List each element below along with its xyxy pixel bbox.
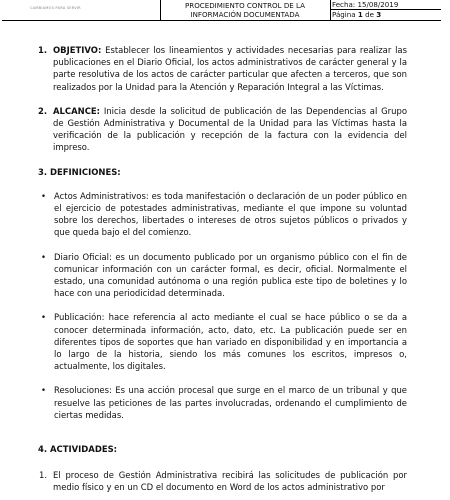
document-header (0, 0, 450, 22)
section-alcance (39, 105, 407, 154)
definition-text: Resoluciones: Es una acción procesal que surge en el marco de un tribunal y que resuelve las peticiones de las partes involucradas, ordenando el cumplimiento de ciertas medidas. (54, 385, 407, 420)
definition-item (39, 311, 407, 372)
definition-text: Diario Oficial: es un documento publicado por un organismo público con el fin de comunicar información con un carácter formal, es decir, oficial. Normalmente el estado, una comunidad autónoma o una región publica este tipo de boletines y lo hace con una periodicidad determinada. (54, 251, 407, 299)
activity-text: El proceso de Gestión Administrativa recibirá las solicitudes de publicación por medio físico y en un CD el documento en Word de los actos administrativo por (53, 470, 407, 493)
section-text: Establecer los lineamientos y actividades necesarias para realizar las publicaciones en el Diario Oficial, los actos administrativos de carácter general y la parte resolutiva de los actos de carácter particular que afecten a terceros, que son realizados por la Unidad para la Atención y Reparación Integral a las Víctimas. (53, 45, 407, 92)
section-heading: ALCANCE: (53, 105, 101, 116)
section-number: 1. (38, 45, 48, 55)
activity-item (39, 469, 407, 493)
header-meta (331, 0, 441, 20)
section-heading: OBJETIVO: (53, 45, 102, 55)
page-current: 1 (357, 10, 363, 19)
definition-item (39, 190, 407, 239)
header-title-line1: PROCEDIMIENTO CONTROL DE LA (184, 1, 305, 10)
page-label: Página (332, 10, 356, 19)
bullet-icon: • (41, 312, 46, 323)
header-bottom-border (2, 20, 441, 21)
page-of-label: de (365, 10, 374, 19)
section-definiciones-title: 3. DEFINICIONES: (38, 166, 121, 177)
header-page-number (331, 9, 441, 19)
document-body (39, 44, 407, 494)
definition-text: Publicación: hace referencia al acto mediante el cual se hace público o se da a conocer determinada información, acto, dato, etc. La publicación puede ser en diferentes tipos de soportes que han variado en disponibilidad y en importancia a lo largo de la historia, siendo los más comunes los escritos, impresos o, actualmente, los digitales. (54, 312, 407, 372)
header-date: Fecha: 15/08/2019 (332, 0, 399, 9)
header-logo-cell (2, 0, 161, 20)
header-title (160, 0, 331, 21)
definition-item (39, 251, 407, 300)
section-text: Inicia desde la solicitud de publicación de las Dependencias al Grupo de Gestión Administrativa y Documental de la Unidad para las Víctimas hasta la verificación de la publicación y recepción de la factura con la evidencia del impreso. (53, 105, 407, 153)
logo-text: CAMBIAMOS PARA SERVIR (30, 6, 81, 10)
bullet-icon: • (41, 190, 46, 201)
definitions-list (39, 190, 407, 421)
header-title-line2: INFORMACIÓN DOCUMENTADA (190, 10, 300, 19)
definition-text: Actos Administrativos: es toda manifestación o declaración de un poder público en el ejercicio de potestades administrativas, mediante el que impone su voluntad sobre los derechos, libertades o intereses de otros sujetos públicos o privados y que queda bajo el del comienzo. (54, 190, 407, 238)
definition-item (39, 384, 407, 421)
bullet-icon: • (41, 251, 46, 262)
section-objetivo (39, 44, 407, 93)
page-total: 3 (376, 10, 382, 19)
section-number: 2. (38, 105, 48, 116)
activity-number: 1. (39, 470, 48, 481)
bullet-icon: • (41, 385, 46, 396)
section-actividades-title: 4. ACTIVIDADES: (38, 444, 118, 455)
